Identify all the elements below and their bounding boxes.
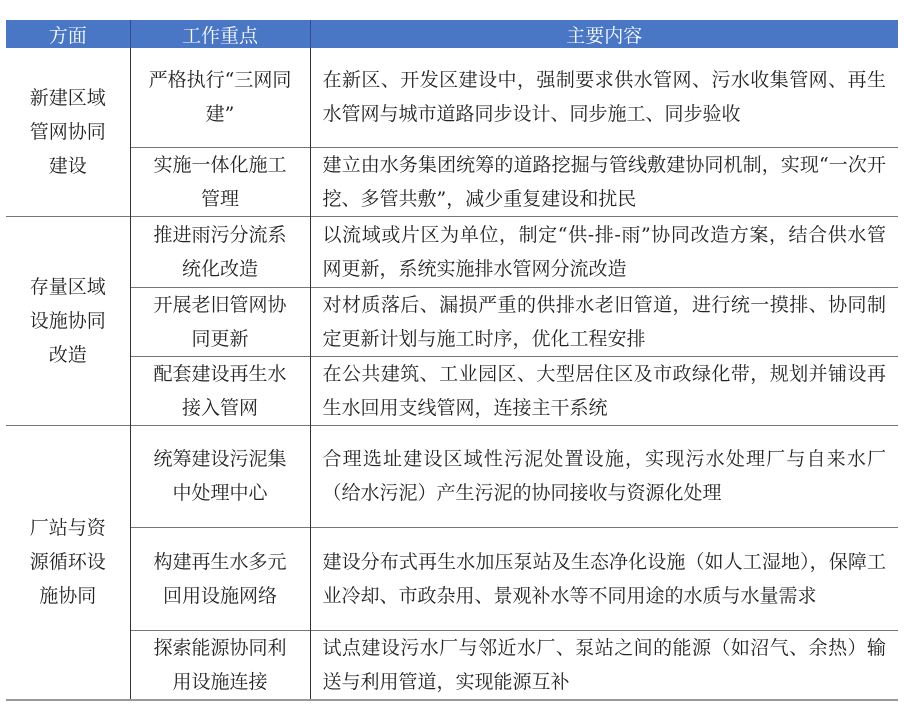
table-row [6,147,898,216]
table-row [6,216,898,287]
focus-cell: 统筹建设污泥集中处理中心 [130,425,310,527]
content-cell: 在新区、开发区建设中，强制要求供水管网、污水收集管网、再生水管网与城市道路同步设计、同步施工、同步验收 [310,48,898,147]
header-content: 主要内容 [310,20,898,48]
focus-cell: 构建再生水多元回用设施网络 [130,527,310,630]
content-cell: 在公共建筑、工业园区、大型居住区及市政绿化带，规划并铺设再生水回用支线管网，连接主干系统 [310,356,898,425]
aspect-cell: 存量区域设施协同改造 [6,216,130,425]
table-row [6,630,898,700]
content-cell: 合理选址建设区域性污泥处置设施，实现污水处理厂与自来水厂（给水污泥）产生污泥的协同接收与资源化处理 [310,425,898,527]
table-row [6,48,898,147]
focus-cell: 探索能源协同利用设施连接 [130,630,310,700]
content-cell: 试点建设污水厂与邻近水厂、泵站之间的能源（如沼气、余热）输送与利用管道，实现能源互补 [310,630,898,700]
aspect-cell: 厂站与资源循环设施协同 [6,425,130,700]
content-cell: 以流域或片区为单位，制定“供-排-雨”协同改造方案，结合供水管网更新，系统实施排水管网分流改造 [310,216,898,287]
focus-cell: 推进雨污分流系统化改造 [130,216,310,287]
content-cell: 建设分布式再生水加压泵站及生态净化设施（如人工湿地），保障工业冷却、市政杂用、景观补水等不同用途的水质与水量需求 [310,527,898,630]
content-cell: 对材质落后、漏损严重的供排水老旧管道，进行统一摸排、协同制定更新计划与施工时序，优化工程安排 [310,287,898,356]
focus-cell: 开展老旧管网协同更新 [130,287,310,356]
table-row [6,425,898,527]
aspect-cell: 新建区域管网协同建设 [29,86,106,177]
focus-cell: 配套建设再生水接入管网 [130,356,310,425]
collaboration-table [6,20,898,701]
focus-cell: 实施一体化施工管理 [130,147,310,216]
table-row [6,527,898,630]
header-focus: 工作重点 [130,20,310,48]
table-row [6,356,898,425]
content-cell: 建立由水务集团统筹的道路挖掘与管线敷建协同机制，实现“一次开挖、多管共敷”，减少重复建设和扰民 [310,147,898,216]
focus-cell: 严格执行“三网同建” [130,48,310,147]
table-header-row [6,20,898,48]
header-aspect: 方面 [6,20,130,48]
table-row [6,287,898,356]
